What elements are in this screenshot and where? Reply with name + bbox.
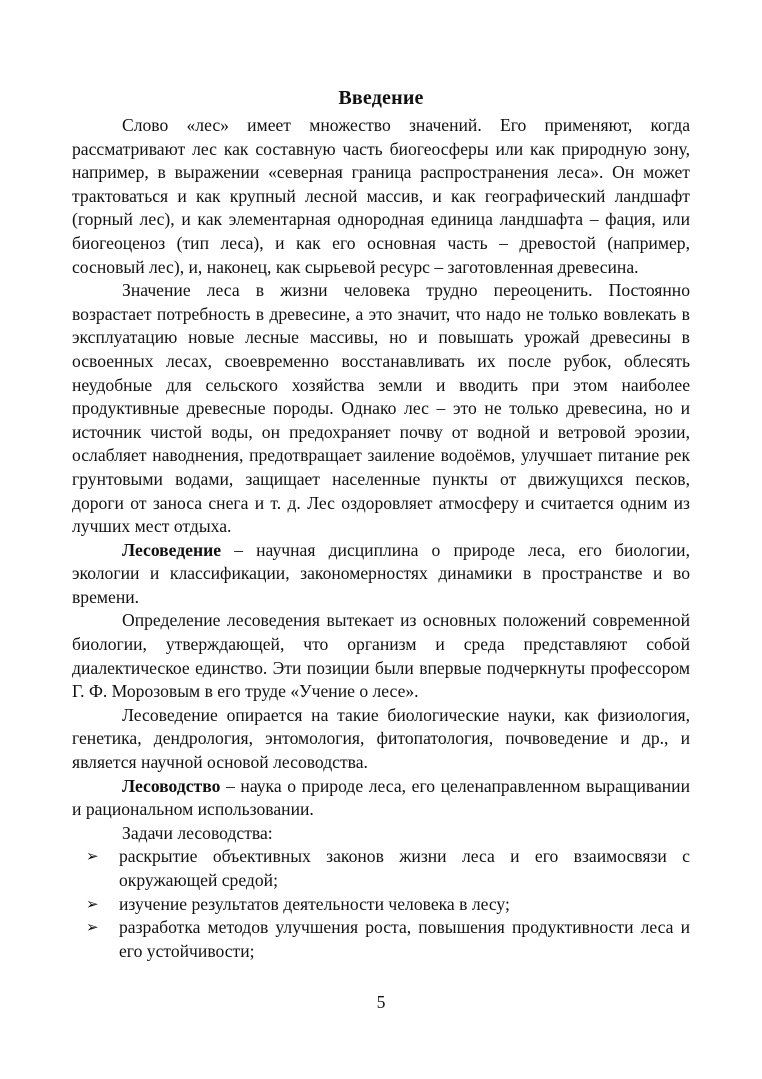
page-title: Введение <box>338 87 424 109</box>
paragraph-definition-origin: Определение лесоведения вытекает из основных положений современной биологии, утверждающей, что организм и среда представляют собой диалектическое единство. Эти позиции были впервые подчеркнуты профессором Г. Ф. Морозовым в его труде «Учение о лесе». <box>72 610 690 702</box>
tasks-list <box>72 845 690 963</box>
task-text: разработка методов улучшения роста, повышения продуктивности леса и его устойчивости; <box>119 917 690 961</box>
term-forest-science: Лесоведение <box>122 539 222 560</box>
arrow-bullet-icon: ➢ <box>86 918 99 937</box>
list-item <box>72 893 690 917</box>
document-page <box>72 84 690 963</box>
paragraph-forest-importance: Значение леса в жизни человека трудно переоценить. Постоянно возрастает потребность в древесине, а это значит, что надо не только вовлекать в эксплуатацию новые лесные массивы, но и повышать урожай древесины в освоенных лесах, своевременно восстанавливать их после рубок, облесять неудобные для сельского хозяйства земли и вводить при этом наиболее продуктивные древесные породы. Однако лес – это не только древесина, но и источник чистой воды, он предохраняет почву от водной и ветровой эрозии, ослабляет наводнения, предотвращает заиление водоёмов, улучшает питание рек грунтовыми водами, защищает населенные пункты от движущихся песков, дороги от заноса снега и т. д. Лес оздоровляет атмосферу и считается одним из лучших мест отдыха. <box>72 280 690 537</box>
term-silviculture: Лесоводство <box>122 775 221 796</box>
task-text: изучение результатов деятельности человека в лесу; <box>119 893 510 914</box>
definition-silviculture: – наука о природе леса, его целенаправленном выращивании и рациональном использовании. <box>72 775 690 820</box>
paragraph-biological-sciences: Лесоведение опирается на такие биологические науки, как физиология, генетика, дендрология, энтомология, фитопатология, почвоведение и др., и является научной основой лесоводства. <box>72 704 690 773</box>
list-item <box>72 845 690 892</box>
tasks-intro: Задачи лесоводства: <box>122 822 273 843</box>
list-item <box>72 916 690 963</box>
paragraph-silviculture-definition <box>72 775 690 822</box>
page-number: 5 <box>376 992 386 1012</box>
arrow-bullet-icon: ➢ <box>86 847 99 866</box>
paragraph-word-forest: Слово «лес» имеет множество значений. Его применяют, когда рассматривают лес как составную часть биогеосферы или как природную зону, например, в выражении «северная граница распространения леса». Он может трактоваться и как крупный лесной массив, и как географический ландшафт (горный лес), и как элементарная однородная единица ландшафта – фация, или биогеоценоз (тип леса), и как его основная часть – древостой (например, сосновый лес), и, наконец, как сырьевой ресурс – заготовленная древесина. <box>72 115 690 277</box>
paragraph-forest-science-definition <box>72 539 690 610</box>
arrow-bullet-icon: ➢ <box>86 894 99 913</box>
definition-forest-science: – научная дисциплина о природе леса, его биологии, экологии и классификации, закономерностях динамики в пространстве и во времени. <box>72 539 690 607</box>
task-text: раскрытие объективных законов жизни леса и его взаимосвязи с окружающей средой; <box>119 846 690 890</box>
